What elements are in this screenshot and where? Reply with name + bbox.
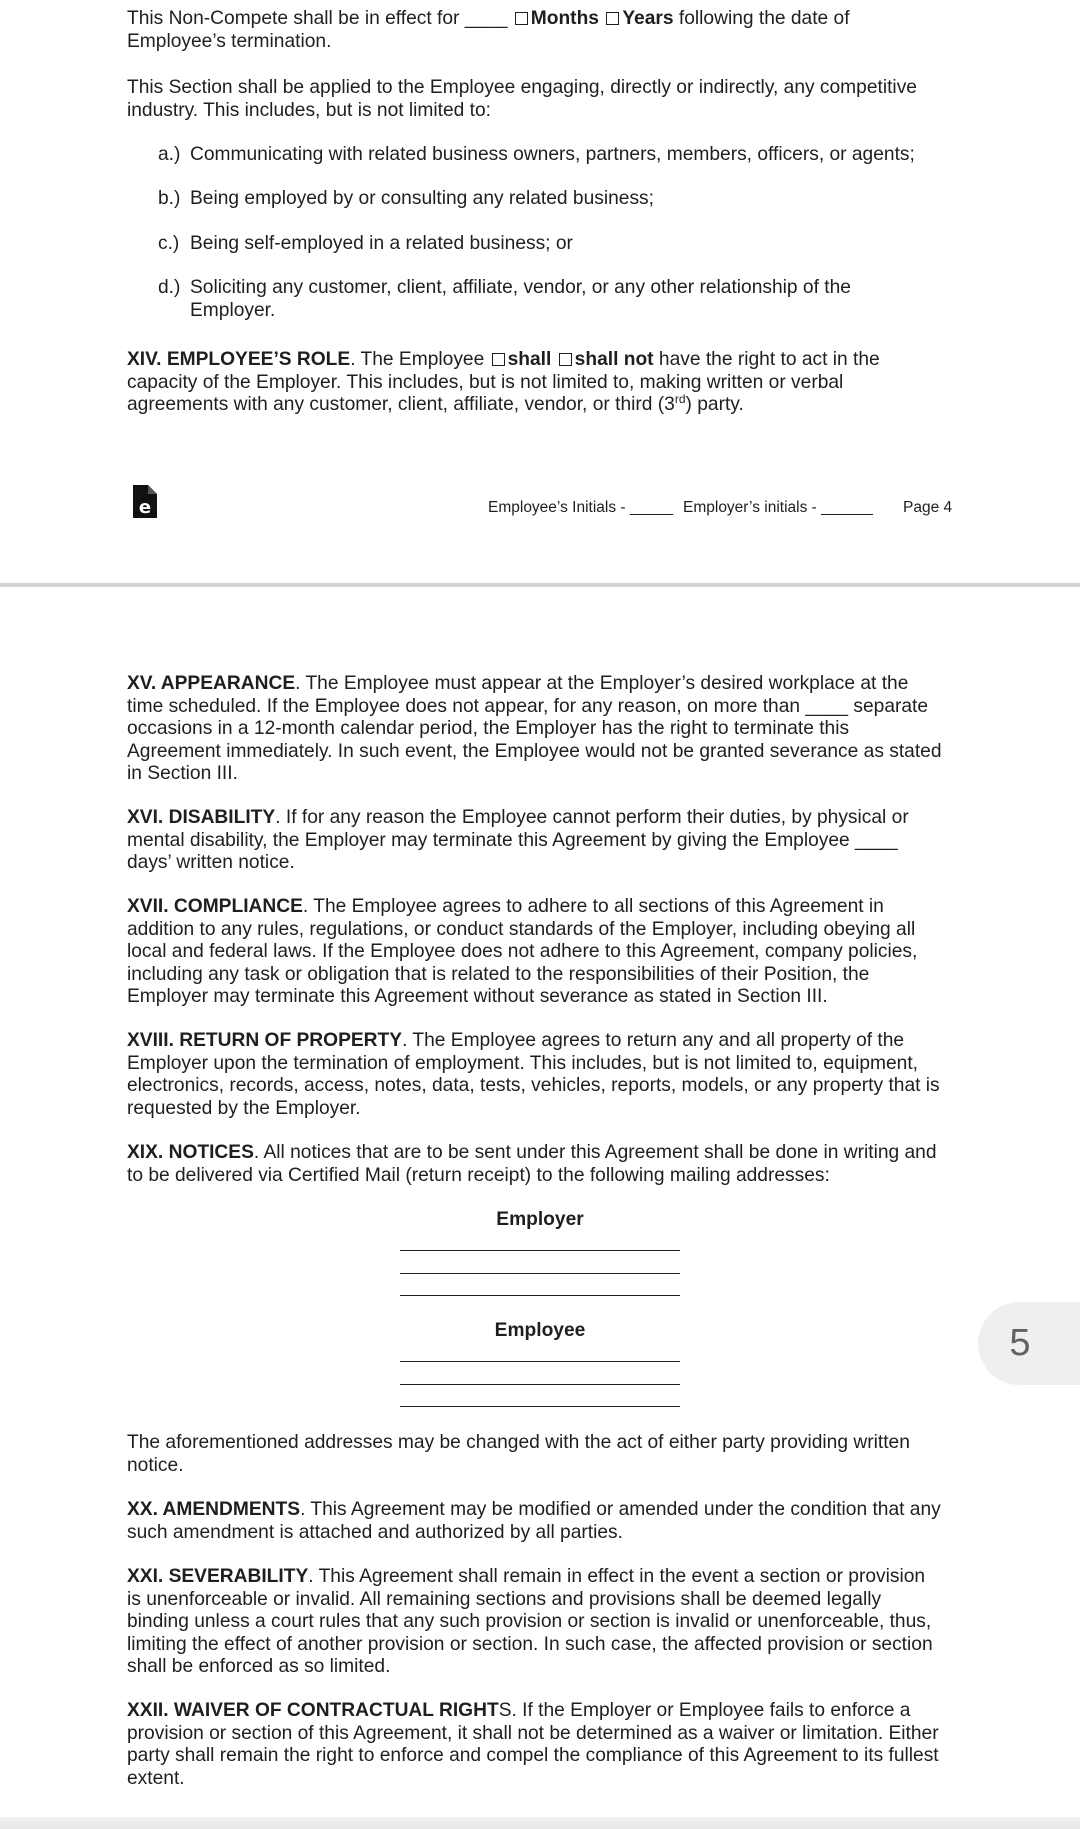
list-item: Being employed by or consulting any related business;	[190, 188, 654, 209]
employer-address-line[interactable]	[400, 1295, 680, 1296]
shall-checkbox[interactable]	[492, 353, 505, 366]
role-text: ) party.	[685, 394, 744, 416]
paragraph-line: in Section III.	[127, 763, 238, 785]
waiver-paragraph	[127, 1700, 957, 1790]
section-heading: XVIII. RETURN OF PROPERTY	[127, 1030, 403, 1051]
address-change-paragraph	[127, 1432, 957, 1477]
paragraph-line: The aforementioned addresses may be changed with the act of either party providing written	[127, 1432, 910, 1453]
list-marker: c.)	[158, 233, 180, 254]
severability-paragraph	[127, 1566, 957, 1679]
list-item-line: Soliciting any customer, client, affiliate, vendor, or any other relationship of the	[190, 277, 851, 298]
paragraph-line: including any task or obligation that is related to the responsibilities of their Position, the	[127, 963, 870, 985]
employee-address-line[interactable]	[400, 1384, 680, 1385]
employee-address-line[interactable]	[400, 1361, 680, 1362]
heading-tail: S	[498, 1700, 512, 1721]
intro-line: industry. This includes, but is not limited to:	[127, 99, 492, 121]
employer-address-label: Employer	[496, 1209, 584, 1230]
months-label: Months	[530, 8, 599, 29]
paragraph-line: shall be enforced as so limited.	[127, 1656, 391, 1678]
section-heading: XVI. DISABILITY	[127, 807, 276, 828]
section-intro-paragraph	[127, 77, 957, 122]
eforms-logo-icon	[133, 485, 157, 518]
years-label: Years	[622, 8, 674, 29]
noncompete-lead: This Non-Compete shall be in effect for ____	[127, 8, 508, 29]
role-text: agreements with any customer, client, affiliate, vendor, or third (3	[127, 394, 675, 416]
paragraph-line: limiting the effect of another provision or section. In such case, the affected provision or section	[127, 1633, 933, 1655]
paragraph-line: provision or section of this Agreement, it shall not be determined as a waiver or limitation. Either	[127, 1722, 939, 1744]
svg-text:e: e	[138, 497, 152, 518]
paragraph-line: days’ written notice.	[127, 852, 295, 874]
shall-not-checkbox[interactable]	[559, 353, 572, 366]
paragraph-line: to be delivered via Certified Mail (return receipt) to the following mailing addresses:	[127, 1164, 830, 1186]
list-marker: a.)	[158, 144, 181, 165]
employer-address-line[interactable]	[400, 1250, 680, 1251]
employee-initials: Employee’s Initials - _____	[488, 499, 673, 516]
section-heading: XX. AMENDMENTS	[127, 1499, 301, 1520]
paragraph-line: . The Employee agrees to adhere to all sections of this Agreement in	[302, 896, 884, 917]
paragraph-line: . This Agreement may be modified or amended under the condition that any	[300, 1499, 941, 1520]
paragraph-line: . All notices that are to be sent under this Agreement shall be done in writing and	[253, 1142, 937, 1163]
noncompete-tail-line2: Employee’s termination.	[127, 30, 332, 52]
paragraph-line: . The Employee must appear at the Employer’s desired workplace at the	[295, 673, 909, 694]
paragraph-line: mental disability, the Employer may terminate this Agreement by giving the Employee ____	[127, 829, 898, 851]
superscript: rd	[674, 392, 686, 407]
page-indicator-badge[interactable]	[978, 1302, 1080, 1385]
employer-address-line[interactable]	[400, 1273, 680, 1274]
section-heading: XXI. SEVERABILITY	[127, 1566, 309, 1587]
years-checkbox[interactable]	[606, 12, 619, 25]
employee-address-line[interactable]	[400, 1406, 680, 1407]
paragraph-line: binding unless a court rules that any such provision or section is invalid or unenforceable, thus,	[127, 1611, 932, 1633]
paragraph-line: extent.	[127, 1767, 185, 1789]
paragraph-line: electronics, records, access, notes, data, tests, vehicles, reports, models, or any property that is	[127, 1075, 940, 1097]
employee-role-paragraph	[127, 349, 957, 417]
notices-paragraph	[127, 1142, 957, 1187]
page-indicator-number: 5	[1009, 1322, 1031, 1364]
paragraph-line: . If for any reason the Employee cannot perform their duties, by physical or	[275, 807, 909, 828]
noncompete-period-paragraph	[127, 8, 957, 53]
return-property-paragraph	[127, 1030, 957, 1120]
months-checkbox[interactable]	[515, 12, 528, 25]
disability-paragraph	[127, 807, 957, 875]
shall-not-label: shall not	[574, 349, 654, 370]
paragraph-line: Employer upon the termination of employment. This includes, but is not limited to, equipment,	[127, 1052, 919, 1074]
list-item: Communicating with related business owners, partners, members, officers, or agents;	[190, 144, 915, 165]
list-item: Being self-employed in a related business; or	[190, 233, 573, 254]
list-marker: d.)	[158, 277, 181, 298]
paragraph-line: . The Employee agrees to return any and all property of the	[402, 1030, 905, 1051]
section-heading: XV. APPEARANCE	[127, 673, 296, 694]
paragraph-line: occasions in a 12-month calendar period, the Employer has the right to terminate this	[127, 718, 850, 740]
paragraph-line: is unenforceable or invalid. All remaining sections and provisions shall be deemed legally	[127, 1588, 882, 1610]
paragraph-line: local and federal laws. If the Employee does not adhere to this Agreement, company policies,	[127, 941, 918, 963]
paragraph-line: notice.	[127, 1454, 184, 1476]
list-marker: b.)	[158, 188, 181, 209]
paragraph-line: party shall remain the right to enforce and compel the compliance of this Agreement to its fullest	[127, 1745, 939, 1767]
paragraph-line: such amendment is attached and authorized by all parties.	[127, 1521, 623, 1543]
section-heading: XIV. EMPLOYEE’S ROLE	[127, 349, 351, 370]
paragraph-line: Agreement immediately. In such event, the Employee would not be granted severance as stated	[127, 740, 942, 762]
employee-address-label: Employee	[494, 1320, 586, 1341]
page-number: Page 4	[903, 499, 953, 516]
paragraph-line: addition to any rules, regulations, or conduct standards of the Employer, including obeying all	[127, 918, 916, 940]
intro-line: This Section shall be applied to the Employee engaging, directly or indirectly, any competitive	[127, 77, 917, 98]
shall-label: shall	[507, 349, 552, 370]
list-item-line: Employer.	[190, 299, 276, 321]
employer-initials: Employer’s initials - ______	[683, 499, 873, 516]
viewer-bottom-edge	[0, 1817, 1080, 1829]
paragraph-line: requested by the Employer.	[127, 1097, 361, 1119]
noncompete-tail: following the date of	[678, 8, 850, 29]
page-4	[0, 0, 1080, 583]
compliance-paragraph	[127, 896, 957, 1009]
section-heading: XVII. COMPLIANCE	[127, 896, 303, 917]
role-text: capacity of the Employer. This includes, but is not limited to, making written or verbal	[127, 371, 844, 393]
appearance-paragraph	[127, 673, 957, 786]
role-text: have the right to act in the	[658, 349, 880, 370]
section-heading: XXII. WAIVER OF CONTRACTUAL RIGHT	[127, 1700, 499, 1721]
list-item	[190, 277, 950, 322]
paragraph-line: . If the Employer or Employee fails to enforce a	[511, 1700, 911, 1721]
paragraph-line: Employer may terminate this Agreement without severance as stated in Section III.	[127, 986, 828, 1008]
paragraph-line: time scheduled. If the Employee does not appear, for any reason, on more than ____ separate	[127, 695, 929, 717]
amendments-paragraph	[127, 1499, 957, 1544]
role-text: . The Employee	[350, 349, 485, 370]
paragraph-line: . This Agreement shall remain in effect in the event a section or provision	[308, 1566, 926, 1587]
section-heading: XIX. NOTICES	[127, 1142, 254, 1163]
